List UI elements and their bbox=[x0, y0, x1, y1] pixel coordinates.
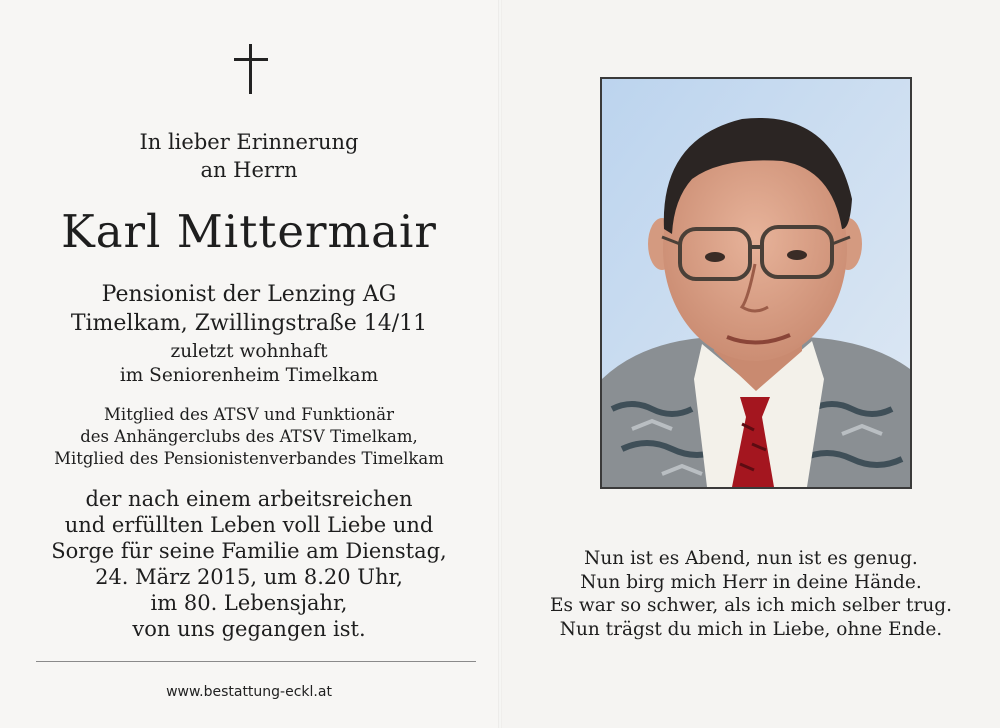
intro-line: an Herrn bbox=[200, 158, 298, 182]
membership-line: des Anhängerclubs des ATSV Timelkam, bbox=[80, 427, 418, 446]
verse-line: Nun birg mich Herr in deine Hände. bbox=[580, 571, 922, 593]
deceased-name: Karl Mittermair bbox=[61, 205, 437, 258]
residence-text bbox=[0, 340, 498, 388]
verse-line: Es war so schwer, als ich mich selber trug. bbox=[550, 595, 952, 616]
obituary-line: von uns gegangen ist. bbox=[132, 617, 366, 641]
membership-line: Mitglied des Pensionistenverbandes Timelkam bbox=[54, 449, 444, 468]
intro-text bbox=[0, 128, 498, 184]
memberships-text bbox=[0, 404, 498, 470]
divider-line bbox=[36, 661, 476, 662]
obituary-line: Sorge für seine Familie am Dienstag, bbox=[51, 539, 447, 563]
occupation-text bbox=[0, 280, 498, 338]
portrait-photo bbox=[600, 77, 912, 489]
obituary-line: und erfüllten Leben voll Liebe und bbox=[64, 513, 434, 537]
memorial-verse bbox=[502, 547, 1000, 641]
intro-line: In lieber Erinnerung bbox=[139, 130, 359, 154]
membership-line: Mitglied des ATSV und Funktionär bbox=[104, 405, 394, 424]
obituary-line: im 80. Lebensjahr, bbox=[150, 591, 348, 615]
occupation-line: Pensionist der Lenzing AG bbox=[101, 282, 397, 307]
verse-line: Nun trägst du mich in Liebe, ohne Ende. bbox=[559, 618, 943, 640]
obituary-line: 24. März 2015, um 8.20 Uhr, bbox=[95, 565, 403, 589]
cross-icon bbox=[234, 44, 268, 94]
residence-line: zuletzt wohnhaft bbox=[170, 341, 328, 362]
obituary-text bbox=[0, 486, 498, 642]
funeral-home-website: www.bestattung-eckl.at bbox=[166, 684, 332, 700]
left-page bbox=[0, 0, 498, 728]
portrait-illustration bbox=[602, 79, 910, 487]
address-line: Timelkam, Zwillingstraße 14/11 bbox=[70, 311, 428, 336]
residence-line: im Seniorenheim Timelkam bbox=[119, 365, 379, 386]
verse-line: Nun ist es Abend, nun ist es genug. bbox=[584, 548, 918, 569]
obituary-line: der nach einem arbeitsreichen bbox=[85, 487, 413, 511]
